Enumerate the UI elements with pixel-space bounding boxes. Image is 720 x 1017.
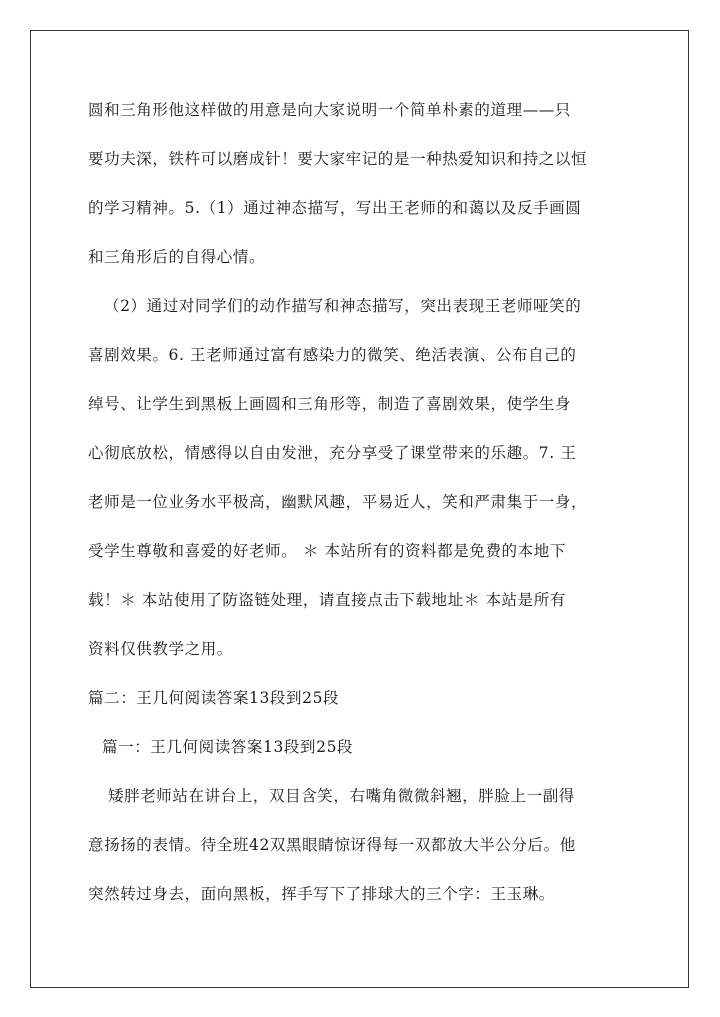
text-line: 圆和三角形他这样做的用意是向大家说明一个简单朴素的道理——只	[88, 101, 572, 119]
text-line: 绰号、让学生到黑板上画圆和三角形等，制造了喜剧效果，使学生身	[88, 395, 572, 413]
section-heading: 篇一：王几何阅读答案13段到25段	[102, 738, 354, 756]
text-line: 老师是一位业务水平极高，幽默风趣，平易近人，笑和严肃集于一身，	[88, 493, 588, 511]
text-line: 意扬扬的表情。待全班42双黑眼睛惊讶得每一双都放大半公分后。他	[88, 836, 576, 854]
text-line: 矮胖老师站在讲台上，双目含笑，右嘴角微微斜翘，胖脸上一副得	[108, 787, 575, 805]
text-line: 受学生尊敬和喜爱的好老师。 ＊ 本站所有的资料都是免费的本地下	[88, 542, 566, 560]
text-line: 心彻底放松，情感得以自由发泄，充分享受了课堂带来的乐趣。7. 王	[88, 444, 577, 462]
text-line: （2）通过对同学们的动作描写和神态描写，突出表现王老师哑笑的	[104, 297, 582, 315]
text-line: 资料仅供教学之用。	[88, 640, 233, 658]
text-line: 突然转过身去，面向黑板，挥手写下了排球大的三个字：王玉琳。	[88, 885, 555, 903]
text-line: 的学习精神。5.（1）通过神态描写，写出王老师的和蔼以及反手画圆	[88, 199, 582, 217]
text-line: 要功夫深，铁杵可以磨成针！要大家牢记的是一种热爱知识和持之以恒	[88, 150, 588, 168]
text-line: 喜剧效果。6. 王老师通过富有感染力的微笑、绝活表演、公布自己的	[88, 346, 577, 364]
text-line: 载！＊ 本站使用了防盗链处理，请直接点击下载地址＊ 本站是所有	[88, 591, 566, 609]
section-heading: 篇二：王几何阅读答案13段到25段	[88, 689, 340, 707]
text-line: 和三角形后的自得心情。	[88, 248, 266, 266]
